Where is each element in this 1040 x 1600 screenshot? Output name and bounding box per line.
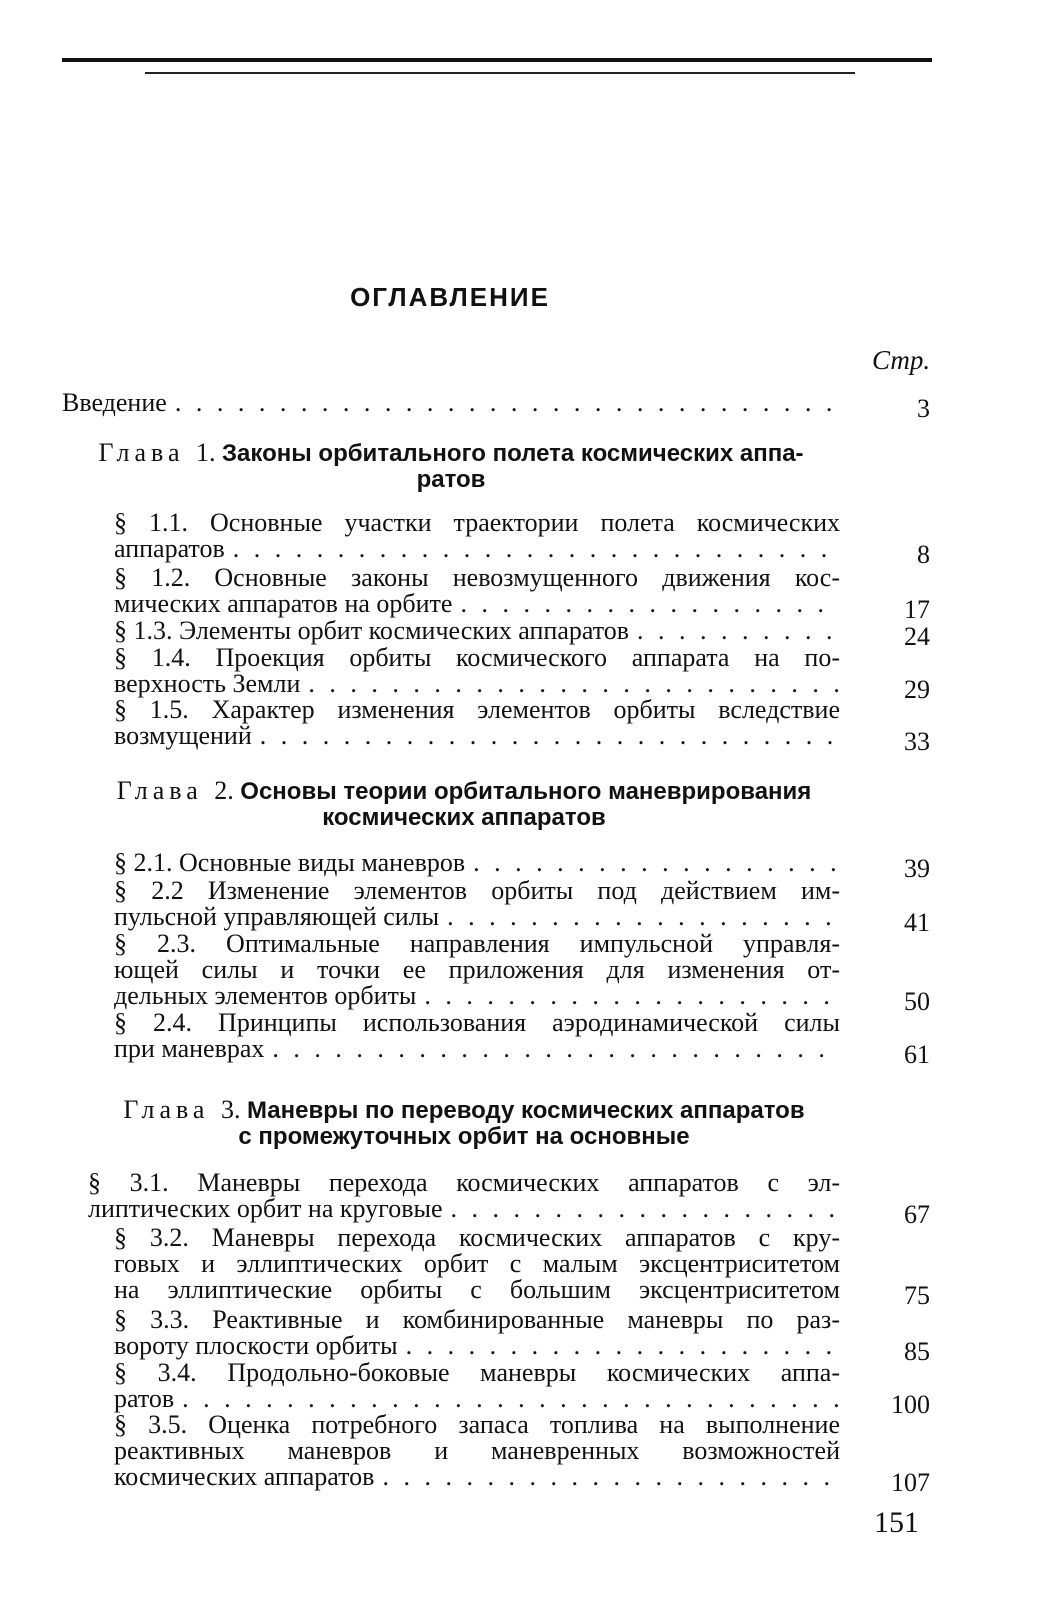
chapter-number: 3.	[220, 1095, 247, 1124]
entry-line: верхность Земли . . .	[114, 671, 840, 697]
entry-line: на эллиптические орбиты с большим эксцентриситетом	[114, 1275, 840, 1304]
entry-line: § 2.3. Оптимальные направления импульсной управля-	[114, 929, 840, 958]
entry-line: § 3.5. Оценка потребного запаса топлива на выполнение	[114, 1410, 840, 1439]
toc-section-entry	[114, 1412, 840, 1490]
chapter-number: 2.	[214, 776, 241, 805]
chapter-label: Глава	[98, 438, 197, 467]
entry-line: § 1.2. Основные законы невозмущенного движения кос-	[114, 563, 840, 592]
entry-line: космических аппаратов . . .	[114, 1464, 840, 1490]
entry-page-number: 67	[904, 1200, 930, 1229]
chapter-number: 1.	[196, 438, 223, 467]
entry-page-number: 33	[904, 727, 930, 756]
chapter-label: Глава	[123, 1095, 221, 1124]
dot-leader	[442, 1196, 840, 1222]
dot-leader	[174, 1386, 840, 1412]
toc-section-entry	[114, 1360, 840, 1412]
entry-line: липтических орбит на круговые . . .	[88, 1196, 840, 1222]
entry-line: пульсной управляющей силы . . .	[114, 904, 840, 930]
toc-section-entry	[88, 1170, 840, 1222]
entry-line: возмущений . . .	[114, 723, 840, 749]
dot-leader	[225, 536, 840, 562]
toc-section-entry	[114, 1307, 840, 1359]
entry-line: § 2.2 Изменение элементов орбиты под действием им-	[114, 876, 840, 905]
chapter-heading	[88, 778, 840, 831]
entry-line: ратов . . .	[114, 1386, 840, 1412]
entry-line: § 3.3. Реактивные и комбинированные маневры по раз-	[114, 1305, 840, 1334]
entry-page-number: 61	[904, 1040, 930, 1069]
chapter-heading	[62, 440, 840, 493]
toc-section-entry	[114, 645, 840, 697]
entry-line: реактивных маневров и маневренных возможностей	[114, 1436, 840, 1465]
chapter-title: Маневры по переводу космических аппаратов	[246, 1097, 805, 1124]
entry-line: аппаратов . . .	[114, 536, 840, 562]
chapter-title: Основы теории орбитального маневрирования	[240, 778, 812, 805]
entry-line: § 2.4. Принципы использования аэродинамической силы	[114, 1008, 840, 1037]
page-number: 151	[874, 1506, 919, 1539]
dot-leader	[374, 1464, 840, 1490]
dot-leader	[264, 1036, 840, 1062]
entry-line: § 1.1. Основные участки траектории полета космических	[114, 508, 840, 537]
entry-line: мических аппаратов на орбите . . .	[114, 591, 840, 617]
dot-leader	[416, 983, 840, 1009]
entry-page-number: 85	[904, 1337, 930, 1366]
toc-section-entry	[114, 1225, 840, 1303]
entry-page-number: 107	[891, 1468, 930, 1497]
page-column-header: Стр.	[872, 345, 931, 375]
entry-page-number: 39	[904, 854, 930, 883]
entry-line: § 1.4. Проекция орбиты космического аппарата на по-	[114, 643, 840, 672]
entry-page-number: 75	[904, 1281, 930, 1310]
entry-line: говых и эллиптических орбит с малым эксцентриситетом	[114, 1249, 840, 1278]
dot-leader	[465, 850, 840, 876]
entry-page-number: 50	[904, 987, 930, 1016]
toc-section-entry	[114, 1010, 840, 1062]
toc-section-entry	[114, 510, 840, 562]
entry-line: при маневрах . . .	[114, 1036, 840, 1062]
toc-section-entry	[114, 697, 840, 749]
toc-section-entry	[114, 850, 840, 876]
entry-line: § 3.2. Маневры перехода космических аппаратов с кру-	[114, 1223, 840, 1252]
toc-section-entry	[114, 931, 840, 1009]
entry-page-number: 100	[891, 1390, 930, 1419]
toc-section-entry	[114, 878, 840, 930]
entry-line: Введение . . .	[62, 390, 842, 416]
page-title: ОГЛАВЛЕНИЕ	[350, 282, 550, 312]
dot-leader	[439, 904, 840, 930]
chapter-title-line: ратов	[416, 466, 486, 493]
entry-line: § 1.5. Характер изменения элементов орбиты вследствие	[114, 695, 840, 724]
entry-line: дельных элементов орбиты . . .	[114, 983, 840, 1009]
entry-line: § 2.1. Основные виды маневров . . .	[114, 850, 840, 876]
entry-page-number: 8	[917, 540, 930, 569]
entry-page-number: 3	[917, 394, 930, 423]
toc-section-entry	[114, 618, 840, 644]
chapter-title-line: с промежуточных орбит на основные	[238, 1123, 690, 1150]
dot-leader	[300, 671, 840, 697]
dot-leader	[252, 723, 840, 749]
entry-line: § 3.1. Маневры перехода космических аппаратов с эл-	[88, 1168, 840, 1197]
toc-section-entry	[114, 565, 840, 617]
dot-leader	[398, 1333, 840, 1359]
entry-line: § 1.3. Элементы орбит космических аппаратов . . .	[114, 618, 840, 644]
entry-line: § 3.4. Продольно-боковые маневры космических аппа-	[114, 1358, 840, 1387]
chapter-heading	[88, 1097, 840, 1150]
chapter-label: Глава	[116, 776, 215, 805]
entry-page-number: 24	[904, 622, 930, 651]
chapter-title-line: космических аппаратов	[322, 804, 606, 831]
dot-leader	[629, 618, 840, 644]
entry-page-number: 29	[904, 675, 930, 704]
entry-page-number: 17	[904, 595, 930, 624]
dot-leader	[452, 591, 840, 617]
dot-leader	[167, 390, 842, 416]
toc-entry-intro	[62, 390, 842, 416]
entry-line: ющей силы и точки ее приложения для изменения от-	[114, 955, 840, 984]
entry-page-number: 41	[904, 908, 930, 937]
chapter-title: Законы орбитального полета космических аппа-	[222, 440, 804, 467]
entry-line: вороту плоскости орбиты . . .	[114, 1333, 840, 1359]
